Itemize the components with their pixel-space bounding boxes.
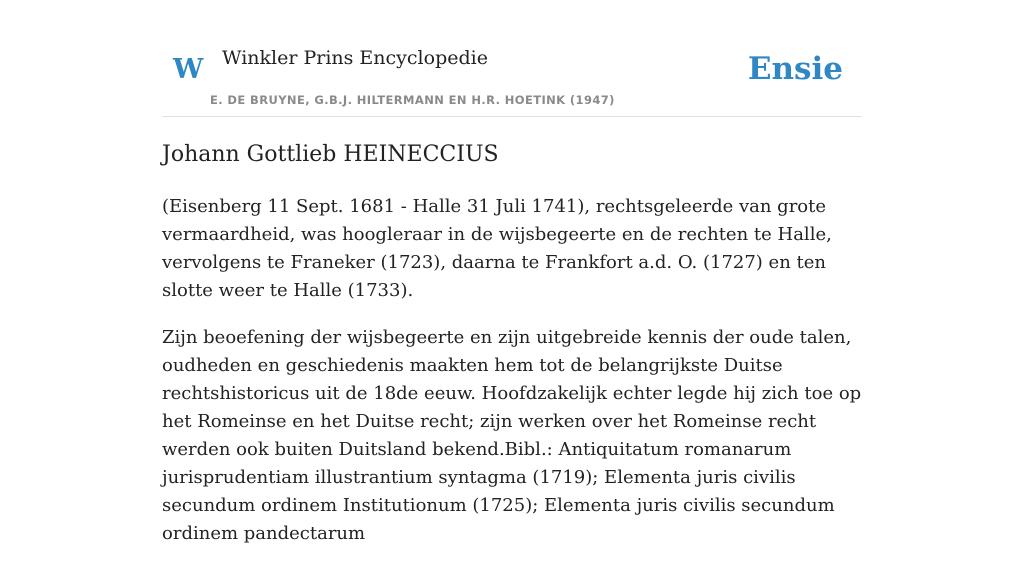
encyclopedia-authors: E. DE BRUYNE, G.B.J. HILTERMANN EN H.R. HOETINK (1947) — [210, 93, 615, 107]
article-paragraph-1: (Eisenberg 11 Sept. 1681 - Halle 31 Juli 1741), rechtsgeleerde van grote vermaardheid, was hoogleraar in de wijsbegeerte en de rechten te Halle, vervolgens te Franeker (1723), daarna te Frankfort a.d. O. (1727) en ten slotte weer te Halle (1733). — [162, 196, 832, 301]
winkler-prins-logo-icon[interactable]: W — [173, 54, 204, 85]
entry-title: Johann Gottlieb HEINECCIUS — [162, 142, 499, 167]
site-header — [162, 0, 862, 117]
encyclopedia-title[interactable]: Winkler Prins Encyclopedie — [222, 47, 488, 69]
article-paragraph-2: Zijn beoefening der wijsbegeerte en zijn uitgebreide kennis der oude talen, oudheden en geschiedenis maakten hem tot de belangrijkste Duitse rechtshistoricus uit de 18de eeuw. Hoofdzakelijk echter legde hij zich toe op het Romeinse en het Duitse recht; zijn werken over het Romeinse recht werden ook buiten Duitsland bekend.Bibl.: Antiquitatum romanarum jurisprudentiam illustrantium syntagma (1719); Elementa juris civilis secundum ordinem Institutionum (1725); Elementa juris civilis secundum ordinem pandectarum — [162, 327, 862, 544]
article-body — [162, 138, 872, 567]
ensie-brand-logo[interactable]: Ensie — [747, 51, 843, 87]
